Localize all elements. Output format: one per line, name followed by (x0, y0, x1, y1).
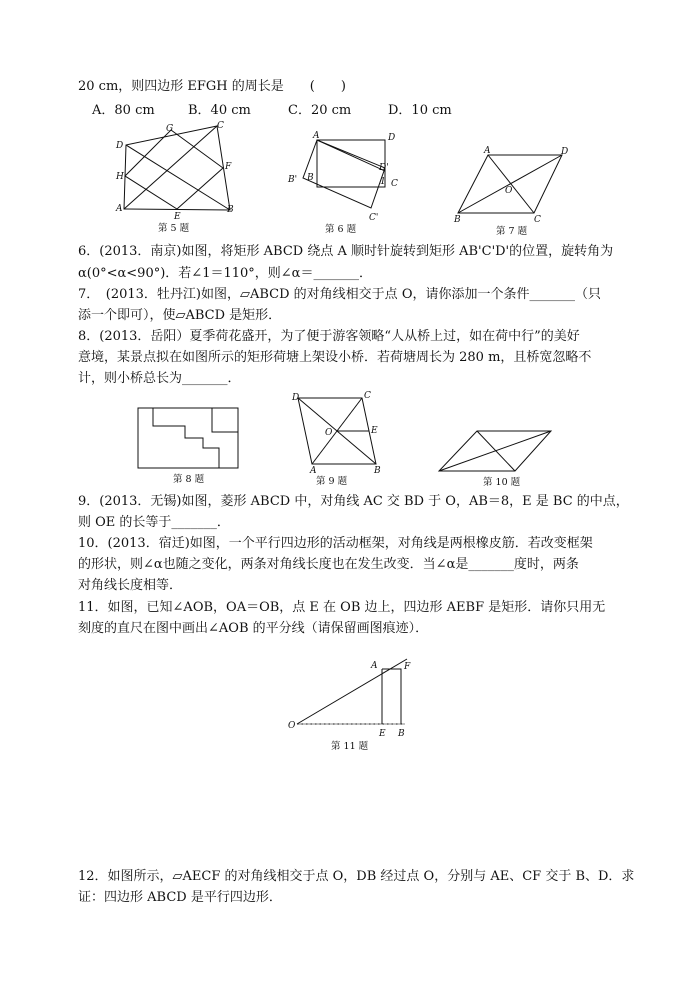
fig7-label-C: C (534, 215, 541, 225)
fig6-label-A: A (313, 131, 320, 141)
fig6-label-1: 1 (380, 177, 386, 187)
fig6-label-C: C (391, 179, 398, 189)
fig6-label-B: B (307, 173, 314, 183)
figure-5 (110, 118, 240, 236)
fig5-label-G: G (166, 124, 174, 134)
question-7-line-1: 7． (2013．牡丹江)如图，▱ABCD 的对角线相交于点 O，请你添加一个条件_______（只 (78, 287, 601, 302)
fig7-caption: 第 7 题 (496, 226, 528, 237)
fig6-caption: 第 6 题 (325, 224, 357, 235)
fig5-label-E: E (174, 212, 181, 222)
question-9-line-1: 9．(2013．无锡)如图，菱形 ABCD 中，对角线 AC 交 BD 于 O，AB＝8，E 是 BC 的中点， (78, 494, 629, 509)
fig6-label-D: D (388, 133, 396, 143)
question-8-line-1: 8．(2013．岳阳）夏季荷花盛开，为了便于游客领略“人从桥上过，如在荷中行”的美好 (78, 329, 580, 344)
fig7-label-D: D (561, 147, 569, 157)
question-10-line-2: 的形状，则∠α也随之变化，两条对角线长度也在发生改变．当∠α是_______度时，两条 (78, 557, 579, 572)
question-10-line-3: 对角线长度相等． (78, 578, 183, 593)
figure-8 (135, 405, 241, 487)
fig6-label-Cp: C' (369, 213, 379, 223)
question-6-line-2: α(0°<α<90°)．若∠1＝110°，则∠α＝_______． (78, 266, 372, 281)
fig11-label-F: F (404, 662, 411, 672)
fig6-label-Bp: B' (288, 175, 298, 185)
fig9-caption: 第 9 题 (316, 476, 348, 487)
option-c: C．20 cm (288, 103, 352, 118)
fig11-label-E: E (379, 729, 386, 739)
question-11-line-2: 刻度的直尺在图中画出∠AOB 的平分线（请保留画图痕迹）． (78, 621, 429, 636)
figure-10 (435, 425, 555, 489)
fig9-label-C: C (364, 391, 371, 401)
fig7-label-A: A (484, 146, 491, 156)
fig5-label-H: H (116, 172, 124, 182)
fig5-caption: 第 5 题 (158, 223, 190, 234)
fig9-label-O: O (325, 428, 333, 438)
question-8-line-2: 意境，某景点拟在如图所示的矩形荷塘上架设小桥．若荷塘周长为 280 m，且桥宽忽略不 (78, 350, 592, 365)
question-11-line-1: 11．如图，已知∠AOB，OA＝OB，点 E 在 OB 边上，四边形 AEBF 是矩形．请你只用无 (78, 600, 606, 615)
fig5-label-C: C (217, 121, 224, 131)
fig6-label-Dp: D' (379, 163, 389, 173)
figure-11 (285, 650, 415, 754)
figure-7 (450, 145, 580, 237)
question-5-continuation: 20 cm，则四边形 EFGH 的周长是 ( ) (78, 79, 346, 94)
question-8-line-3: 计，则小桥总长为_______． (78, 371, 241, 386)
question-12-line-1: 12．如图所示，▱AECF 的对角线相交于点 O，DB 经过点 O，分别与 AE、CF 交于 B、D．求 (78, 869, 635, 884)
fig11-caption: 第 11 题 (331, 741, 369, 752)
fig5-label-D: D (116, 141, 124, 151)
option-b: B．40 cm (188, 103, 251, 118)
fig9-label-B: B (374, 466, 381, 476)
fig5-label-A: A (116, 204, 123, 214)
question-10-line-1: 10．(2013．宿迁)如图，一个平行四边形的活动框架，对角线是两根橡皮筋．若改变框架 (78, 536, 593, 551)
fig10-caption: 第 10 题 (483, 477, 521, 488)
fig9-label-A: A (310, 466, 317, 476)
figure-9 (288, 390, 388, 488)
question-6-line-1: 6．(2013．南京)如图，将矩形 ABCD 绕点 A 顺时针旋转到矩形 AB'C'D'的位置，旋转角为 (78, 244, 614, 259)
fig11-label-A: A (371, 661, 378, 671)
question-9-line-2: 则 OE 的长等于_______． (78, 515, 230, 530)
fig7-label-O: O (505, 186, 513, 196)
fig9-label-D: D (292, 393, 300, 403)
fig9-label-E: E (371, 426, 378, 436)
fig5-label-F: F (225, 162, 232, 172)
option-d: D．10 cm (388, 103, 452, 118)
fig8-caption: 第 8 题 (173, 474, 205, 485)
fig5-label-B: B (227, 205, 234, 215)
fig11-label-B: B (398, 729, 405, 739)
question-7-line-2: 添一个即可），使▱ABCD 是矩形． (78, 308, 282, 323)
question-12-line-2: 证：四边形 ABCD 是平行四边形． (78, 890, 282, 905)
figure-6 (285, 126, 405, 236)
fig7-label-B: B (454, 215, 461, 225)
option-a: A．80 cm (92, 103, 155, 118)
fig11-label-O: O (288, 721, 296, 731)
